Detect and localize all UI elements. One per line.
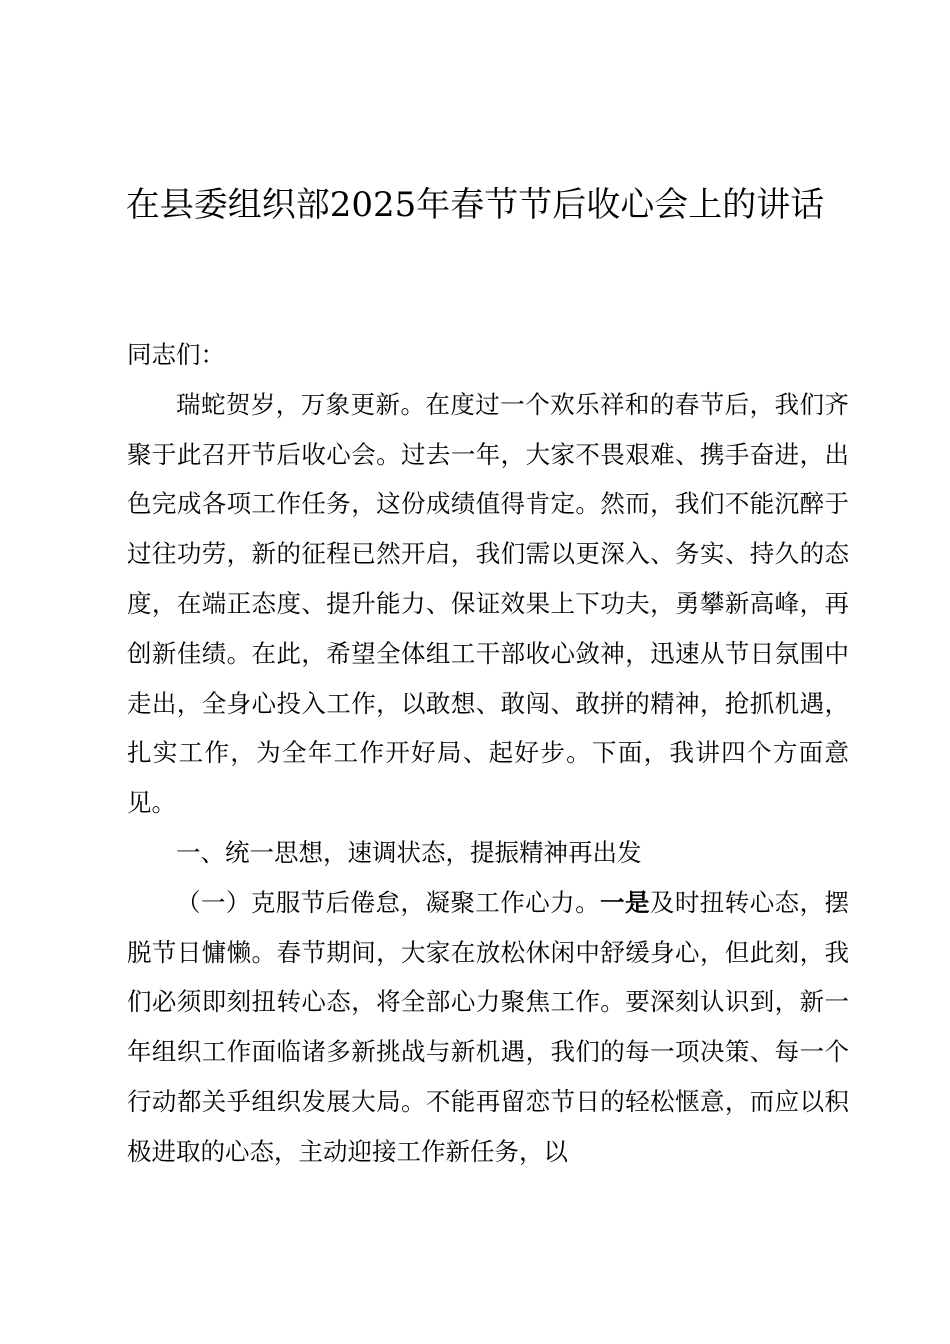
document-title: 在县委组织部2025年春节节后收心会上的讲话 [125,185,825,225]
subsection-text: 及时扭转心态，摆脱节日慵懒。春节期间，大家在放松休闲中舒缓身心，但此刻，我们必须即刻扭转心态，将全部心力聚焦工作。要深刻认识到，新一年组织工作面临诸多新挑战与新机遇，我们的每一项决策、每一个行动都关乎组织发展大局。不能再留恋节日的轻松惬意，而应以积极进取的心态，主动迎接工作新任务，以 [127,887,850,1166]
subsection-paragraph-1 [127,878,849,1177]
section-heading-1: 一、统一思想，速调状态，提振精神再出发 [176,837,642,867]
subsection-lead: （一）克服节后倦怠，凝聚工作心力。 [176,887,601,917]
point-marker: 一是 [600,887,650,917]
document-body [127,330,849,1177]
salutation: 同志们： [127,340,225,369]
intro-paragraph: 瑞蛇贺岁，万象更新。在度过一个欢乐祥和的春节后，我们齐聚于此召开节后收心会。过去一年，大家不畏艰难、携手奋进，出色完成各项工作任务，这份成绩值得肯定。然而，我们不能沉醉于过往功劳，新的征程已然开启，我们需以更深入、务实、持久的态度，在端正态度、提升能力、保证效果上下功夫，勇攀新高峰，再创新佳绩。在此，希望全体组工干部收心敛神，迅速从节日氛围中走出，全身心投入工作，以敢想、敢闯、敢拼的精神，抢抓机遇，扎实工作，为全年工作开好局、起好步。下面，我讲四个方面意见。 [127,389,849,818]
